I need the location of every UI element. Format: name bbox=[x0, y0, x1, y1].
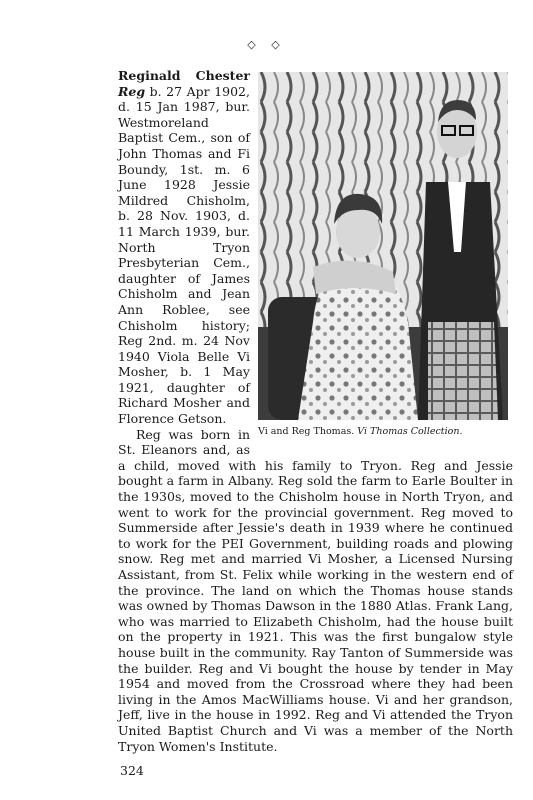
caption-text: Vi and Reg Thomas. bbox=[258, 426, 355, 437]
photo-image bbox=[258, 72, 508, 420]
person-name: Reginald Chester bbox=[118, 68, 250, 83]
header-ornament: ◇ ◇ bbox=[247, 38, 286, 51]
entry-paragraph-2: Reg was born in St. Eleanors and, as a child, moved with his family to Tryon. Reg and Jessie bought a farm in Albany. Reg sold the farm to Earle Boulter in the 1930s, moved to the Chisholm house in North Tryon, and went to work for the provincial government. Reg moved to Summerside after Jessie's death in 1939 where he continued to work for the PEI Government, building roads and plowing snow. Reg met and married Vi Mosher, a Licensed Nursing Assistant, from St. Felix while working in the western end of the province. The land on which the Thomas house stands was owned by Thomas Dawson in the 1880 Atlas. Frank Lang, who was married to Elizabeth Chisholm, had the house built on the property in 1921. This was the first bungalow style house built in the community. Ray Tanton of Summerside was the builder. Reg and Vi bought the house by tender in May 1954 and moved from the Crossroad where they had been living in the Amos MacWilliams house. Vi and her grandson, Jeff, live in the house in 1992. Reg and Vi attended the Tryon United Baptist Church and Vi was a member of the North Tryon Women's Institute. bbox=[118, 426, 513, 754]
photo-caption bbox=[258, 426, 513, 438]
family-photo bbox=[258, 72, 508, 420]
caption-credit: Vi Thomas Collection. bbox=[357, 426, 463, 437]
person-nickname: Reg bbox=[118, 83, 146, 99]
body-text bbox=[118, 68, 513, 754]
entry-details: b. 27 Apr 1902, d. 15 Jan 1987, bur. Westmoreland Baptist Cem., son of John Thomas and Fi Boundy, 1st. m. 6 June 1928 Jessie Mildred Chisholm, b. 28 Nov. 1903, d. 11 March 1939, bur. North Tryon Presbyterian Cem., daughter of James Chisholm and Jean Ann Roblee, see Chisholm history; Reg 2nd. m. 24 Nov 1940 Viola Belle Vi Mosher, b. 1 May 1921, daughter of Richard Mosher and Florence Getson. bbox=[118, 83, 250, 427]
photo-figure bbox=[258, 72, 513, 438]
page-number: 324 bbox=[120, 763, 144, 778]
